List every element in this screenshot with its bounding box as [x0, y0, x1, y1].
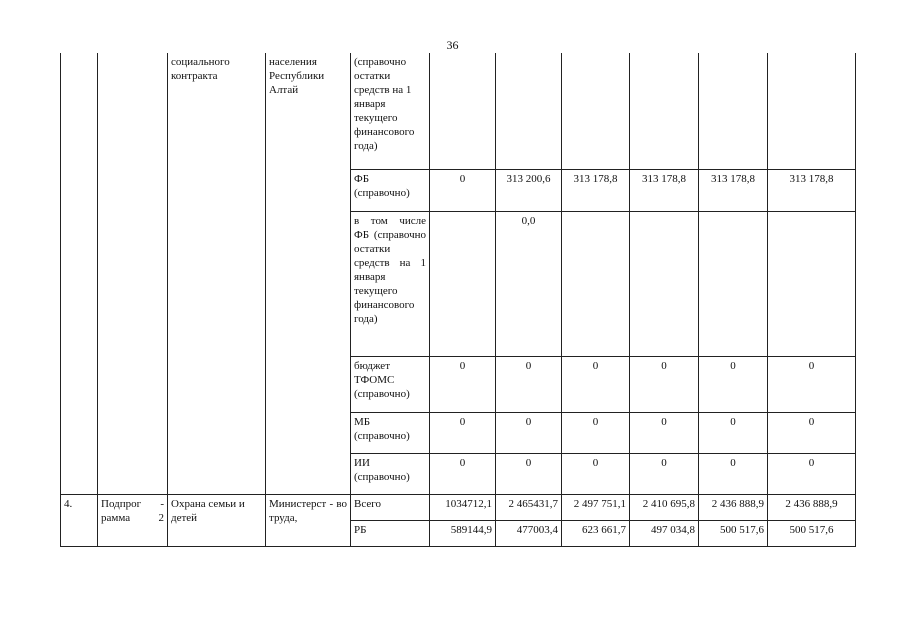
- cell-value: 0: [562, 453, 630, 494]
- cell-number-cont: [61, 53, 98, 494]
- cell-value: 0: [699, 412, 768, 453]
- cell-value: 1034712,1: [430, 494, 496, 520]
- cell-executor: Министерст - во труда,: [266, 494, 351, 546]
- cell-value: 2 436 888,9: [699, 494, 768, 520]
- cell-value: 313 200,6: [496, 169, 562, 211]
- cell-source: ИИ (справочно): [351, 453, 430, 494]
- cell-number: 4.: [61, 494, 98, 546]
- cell-value: [630, 211, 699, 356]
- cell-value: 589144,9: [430, 520, 496, 546]
- cell-value: 0: [430, 169, 496, 211]
- cell-source: в том числе ФБ (справочно остатки средств на 1 января текущего финансового года): [351, 211, 430, 356]
- cell-value: 0: [699, 453, 768, 494]
- cell-value: 0: [562, 356, 630, 412]
- cell-value: [630, 53, 699, 169]
- cell-value: 623 661,7: [562, 520, 630, 546]
- cell-source: Всего: [351, 494, 430, 520]
- cell-value: 0: [630, 412, 699, 453]
- cell-value: 2 436 888,9: [768, 494, 856, 520]
- cell-source: МБ (справочно): [351, 412, 430, 453]
- cell-value: [496, 53, 562, 169]
- cell-value: [562, 53, 630, 169]
- cell-value: 0: [562, 412, 630, 453]
- cell-value: 0: [430, 453, 496, 494]
- cell-source: бюджет ТФОМС (справочно): [351, 356, 430, 412]
- cell-value: [562, 211, 630, 356]
- cell-source: ФБ (справочно): [351, 169, 430, 211]
- cell-value: 0: [496, 453, 562, 494]
- cell-value: 477003,4: [496, 520, 562, 546]
- cell-name-cont: [98, 53, 168, 494]
- cell-subprogram-title: Охрана семьи и детей: [168, 494, 266, 546]
- page-number: 36: [446, 38, 459, 52]
- cell-value: 313 178,8: [768, 169, 856, 211]
- cell-value: [768, 211, 856, 356]
- cell-subprogram-name: Подпрог - рамма 2: [98, 494, 168, 546]
- cell-value: 0: [496, 412, 562, 453]
- cell-value: 0,0: [496, 211, 562, 356]
- cell-value: 313 178,8: [699, 169, 768, 211]
- cell-value: [430, 53, 496, 169]
- cell-value: 500 517,6: [699, 520, 768, 546]
- cell-value: 0: [768, 453, 856, 494]
- cell-executor-cont: населения Республики Алтай: [266, 53, 351, 494]
- cell-value: 0: [430, 412, 496, 453]
- cell-value: 313 178,8: [562, 169, 630, 211]
- cell-value: [699, 211, 768, 356]
- cell-value: 0: [496, 356, 562, 412]
- cell-value: 497 034,8: [630, 520, 699, 546]
- cell-value: 313 178,8: [630, 169, 699, 211]
- cell-value: [699, 53, 768, 169]
- cell-value: 2 410 695,8: [630, 494, 699, 520]
- cell-value: 500 517,6: [768, 520, 856, 546]
- cell-title-cont: социального контракта: [168, 53, 266, 494]
- cell-value: 0: [430, 356, 496, 412]
- cell-value: 2 497 751,1: [562, 494, 630, 520]
- cell-source: (справочно остатки средств на 1 января текущего финансового года): [351, 53, 430, 169]
- cell-value: 0: [768, 356, 856, 412]
- cell-value: 0: [768, 412, 856, 453]
- cell-value: [768, 53, 856, 169]
- cell-value: 2 465431,7: [496, 494, 562, 520]
- table-row: [61, 494, 856, 520]
- cell-value: 0: [699, 356, 768, 412]
- table-row: [61, 53, 856, 169]
- budget-table: [60, 53, 856, 547]
- cell-value: [430, 211, 496, 356]
- cell-value: 0: [630, 356, 699, 412]
- cell-source: РБ: [351, 520, 430, 546]
- cell-value: 0: [630, 453, 699, 494]
